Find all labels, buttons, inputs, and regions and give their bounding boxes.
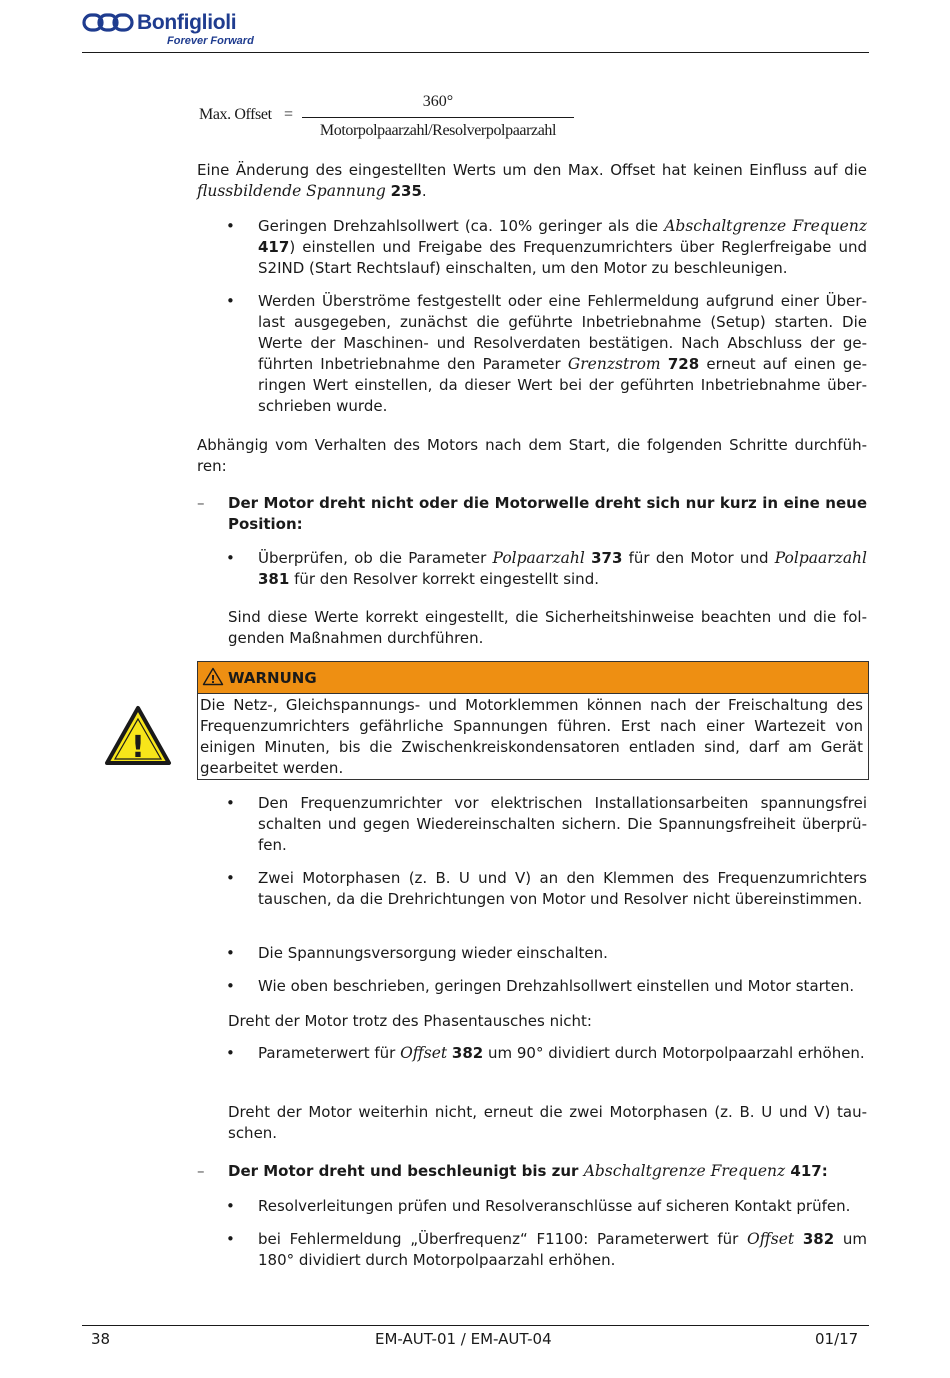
header-rule — [82, 52, 869, 53]
list-item-increase-offset-180: bei Fehlermeldung „Überfrequenz“ F1100: Parameterwert für Offset 382 um 180° dividiert durch Motorpolpaarzahl erhöhen. — [258, 1230, 867, 1269]
dash-marker: – — [197, 1162, 205, 1180]
formula-numerator: 360° — [422, 93, 454, 110]
svg-text:!: ! — [131, 730, 145, 765]
list-item-start-motor: Wie oben beschrieben, geringen Drehzahlsollwert einstellen und Motor starten. — [258, 977, 855, 995]
brand-name: Bonfiglioli — [137, 11, 237, 34]
warning-triangle-icon — [104, 705, 172, 767]
bullet-marker: • — [226, 217, 235, 235]
list-item-setpoint: Geringen Drehzahlsollwert (ca. 10% geringer als die Abschaltgrenze Frequenz 417) einstellen und Freigabe des Frequenzumrichters über Reglerfreigabe und S2IND (Start Rechtslauf) einschalten, um den Motor zu beschleunigen. — [258, 217, 868, 277]
bullet-marker: • — [226, 549, 235, 567]
list-item-overcurrent: Werden Überströme festgestellt oder eine Fehlermeldung aufgrund einer Überlast ausgegeben, zunächst die geführte Inbetriebnahme (Setup) starten. Die Werte der Maschinen- und Resolverdaten bestätigen. Nach Abschluss der geführten Inbetriebnahme den Parameter Grenzstrom 728 erneut auf einen geringen Wert einstellen, da dieser Wert bei der geführten Inbetriebnahme überschrieben wurde. — [258, 292, 867, 415]
bullet-marker: • — [226, 794, 235, 812]
warning-header — [198, 662, 868, 694]
bullet-marker: • — [226, 944, 235, 962]
warning-title: WARNUNG — [228, 669, 317, 687]
warning-small-icon — [202, 667, 224, 686]
bonfiglioli-logo-icon — [82, 12, 134, 34]
paragraph-swap-again: Dreht der Motor weiterhin nicht, erneut die zwei Motorphasen (z. B. U und V) tauschen. — [228, 1103, 867, 1142]
formula-lhs: Max. Offset — [199, 106, 272, 123]
paragraph-still-not-turning: Dreht der Motor trotz des Phasentausches nicht: — [228, 1012, 592, 1030]
case-heading-not-turning: Der Motor dreht nicht oder die Motorwelle dreht sich nur kurz in eine neue Position: — [228, 494, 867, 533]
svg-text:!: ! — [210, 673, 216, 686]
document-id: EM-AUT-01 / EM-AUT-04 — [375, 1330, 552, 1348]
list-item-power-on: Die Spannungsversorgung wieder einschalten. — [258, 944, 608, 962]
brand-tagline: Forever Forward — [167, 35, 254, 47]
brand-logo — [82, 8, 282, 48]
offset-formula — [197, 90, 597, 145]
formula-equals: = — [284, 106, 294, 123]
bullet-marker: • — [226, 1197, 235, 1215]
bullet-marker: • — [226, 869, 235, 887]
document-date: 01/17 — [815, 1330, 859, 1348]
warning-body: Die Netz-, Gleichspannungs- und Motorklemmen können nach der Freischaltung des Frequenzumrichters gefährliche Spannungen führen. Erst nach einer Wartezeit von einigen Minuten, bis die Zwischenkreiskondensatoren entladen sind, darf am Gerät gearbeitet werden. — [200, 696, 863, 777]
list-item-check-resolver: Resolverleitungen prüfen und Resolveranschlüsse auf sicheren Kontakt prüfen. — [258, 1197, 851, 1215]
bullet-marker: • — [226, 1230, 235, 1248]
list-item-swap-phases: Zwei Motorphasen (z. B. U und V) an den Klemmen des Frequenzumrichters tauschen, da die Drehrichtungen von Motor und Resolver nicht übereinstimmen. — [258, 869, 867, 908]
list-item-disconnect: Den Frequenzumrichter vor elektrischen Installationsarbeiten spannungsfrei schalten und gegen Wiedereinschalten sichern. Die Spannungsfreiheit überprüfen. — [258, 794, 867, 854]
dash-marker: – — [197, 494, 205, 512]
bullet-marker: • — [226, 1044, 235, 1062]
case-heading-accelerates: Der Motor dreht und beschleunigt bis zur Abschaltgrenze Frequenz 417: — [228, 1162, 828, 1180]
list-item-check-pole-pairs: Überprüfen, ob die Parameter Polpaarzahl 373 für den Motor und Polpaarzahl 381 für den Resolver korrekt eingestellt sind. — [258, 549, 868, 588]
warning-box — [197, 661, 869, 780]
paragraph-offset-note: Eine Änderung des eingestellten Werts um den Max. Offset hat keinen Einfluss auf die flussbildende Spannung 235. — [197, 161, 867, 200]
list-item-increase-offset-90: Parameterwert für Offset 382 um 90° dividiert durch Motorpolpaarzahl erhöhen. — [258, 1044, 865, 1062]
footer-rule — [82, 1325, 869, 1326]
page-number: 38 — [91, 1330, 111, 1348]
paragraph-behaviour: Abhängig vom Verhalten des Motors nach dem Start, die folgenden Schritte durchführen: — [197, 436, 867, 475]
paragraph-safety-note: Sind diese Werte korrekt eingestellt, die Sicherheitshinweise beachten und die folgenden Maßnahmen durchführen. — [228, 608, 867, 647]
formula-denominator: Motorpolpaarzahl/Resolverpolpaarzahl — [319, 122, 557, 139]
bullet-marker: • — [226, 292, 235, 310]
fraction-line — [302, 117, 574, 118]
bullet-marker: • — [226, 977, 235, 995]
